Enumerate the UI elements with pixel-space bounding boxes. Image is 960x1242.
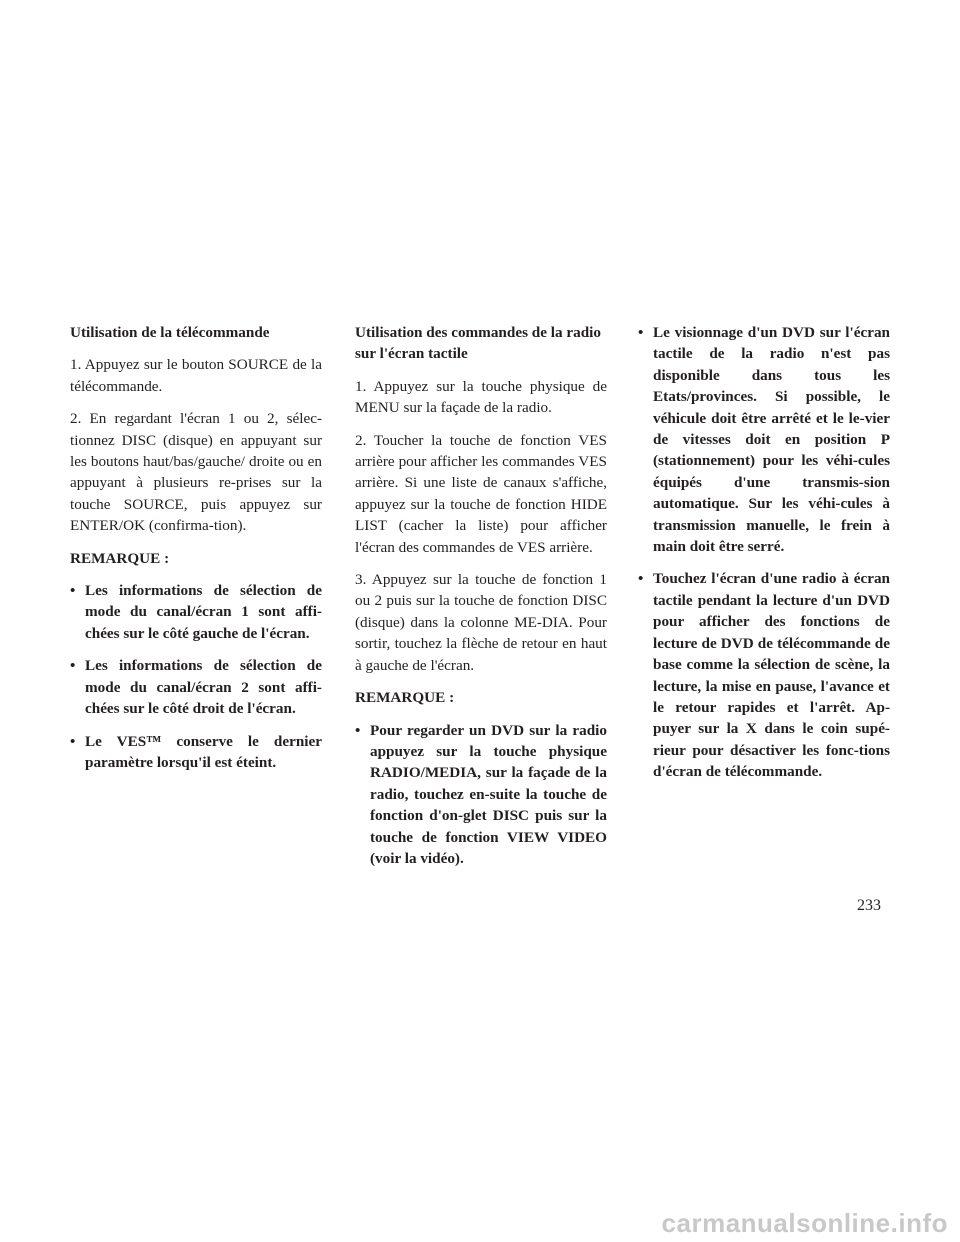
- note-bullet-list: [355, 720, 607, 870]
- watermark-text: carmanualsonline.info: [661, 1208, 948, 1238]
- note-label: REMARQUE :: [70, 549, 170, 567]
- note-bullet-item: [70, 580, 322, 644]
- bullet-icon: •: [638, 324, 644, 341]
- step-1-paragraph: 1. Appuyez sur le bouton SOURCE de la télécommande.: [70, 356, 322, 395]
- column-middle: [355, 322, 607, 880]
- column-left: [70, 322, 322, 784]
- column-right: [638, 322, 890, 794]
- section-heading-remote: Utilisation de la télécommande: [70, 324, 270, 341]
- note-bullet-text: Touchez l'écran d'une radio à écran tactile pendant la lecture d'un DVD pour afficher des fonctions de lecture de DVD de télécommande de base comme la sélection de scène, la lecture, la mise en pause, l'avance et le retour rapides et l'arrêt. Ap-puyer sur la X dans le coin supé-rieur pour désactiver les fonc-tions d'écran de télécommande.: [653, 570, 890, 781]
- bullet-icon: •: [70, 732, 76, 750]
- bullet-icon: •: [638, 570, 644, 588]
- step-2-paragraph: 2. En regardant l'écran 1 ou 2, sélec-tionnez DISC (disque) en appuyant sur les boutons haut/bas/gauche/ droite ou en appuyant à plusieurs re-prises sur la touche SOURCE, puis appuyez sur ENTER/OK (confirma-tion).: [70, 410, 322, 535]
- note-bullet-text: Le visionnage d'un DVD sur l'écran tactile de la radio n'est pas disponible dans tous les Etats/provinces. Si possible, le véhicule doit être arrêté et le le-vier de vitesses doit en position P (stationnement) pour les véhi-cules équipés d'une transmis-sion automatique. Sur les véhi-cules à transmission manuelle, le frein à main doit être serré.: [653, 324, 890, 556]
- note-label: REMARQUE :: [355, 689, 455, 707]
- note-bullet-text: Pour regarder un DVD sur la radio appuyez sur la touche physique RADIO/MEDIA, sur la façade de la radio, touchez en-suite la touche de fonction d'on-glet DISC puis sur la touche de fonction VIEW VIDEO (voir la vidéo).: [370, 721, 607, 867]
- step-3-paragraph: 3. Appuyez sur la touche de fonction 1 ou 2 puis sur la touche de fonction DISC (disque) dans la colonne ME-DIA. Pour sortir, touchez la flèche de retour en haut à gauche de l'écran.: [355, 571, 607, 674]
- note-bullet-text: Le VES™ conserve le dernier paramètre lorsqu'il est éteint.: [85, 732, 322, 771]
- note-bullet-text: Les informations de sélection de mode du canal/écran 2 sont affi-chées sur le côté droit de l'écran.: [85, 657, 322, 718]
- bullet-icon: •: [355, 721, 361, 739]
- note-bullet-list: [638, 322, 890, 783]
- page-number: 233: [857, 897, 881, 914]
- note-bullet-item: [638, 568, 890, 782]
- bullet-icon: •: [70, 582, 76, 600]
- step-1-paragraph: 1. Appuyez sur la touche physique de MENU sur la façade de la radio.: [355, 377, 607, 417]
- note-bullet-item: [355, 720, 607, 870]
- note-bullet-item: [70, 731, 322, 774]
- bullet-icon: •: [70, 657, 76, 675]
- note-bullet-text: Les informations de sélection de mode du canal/écran 1 sont affi-chées sur le côté gauche de l'écran.: [85, 582, 322, 642]
- note-bullet-list: [70, 580, 322, 773]
- section-heading-touchscreen: Utilisation des commandes de la radio sur l'écran tactile: [355, 324, 601, 363]
- note-bullet-item: [638, 322, 890, 557]
- step-2-paragraph: 2. Toucher la touche de fonction VES arrière pour afficher les commandes VES arrière. Si une liste de canaux s'affiche, appuyez sur la touche de fonction HIDE LIST (cacher la liste) pour afficher l'écran des commandes de VES arrière.: [355, 431, 607, 556]
- note-bullet-item: [70, 655, 322, 719]
